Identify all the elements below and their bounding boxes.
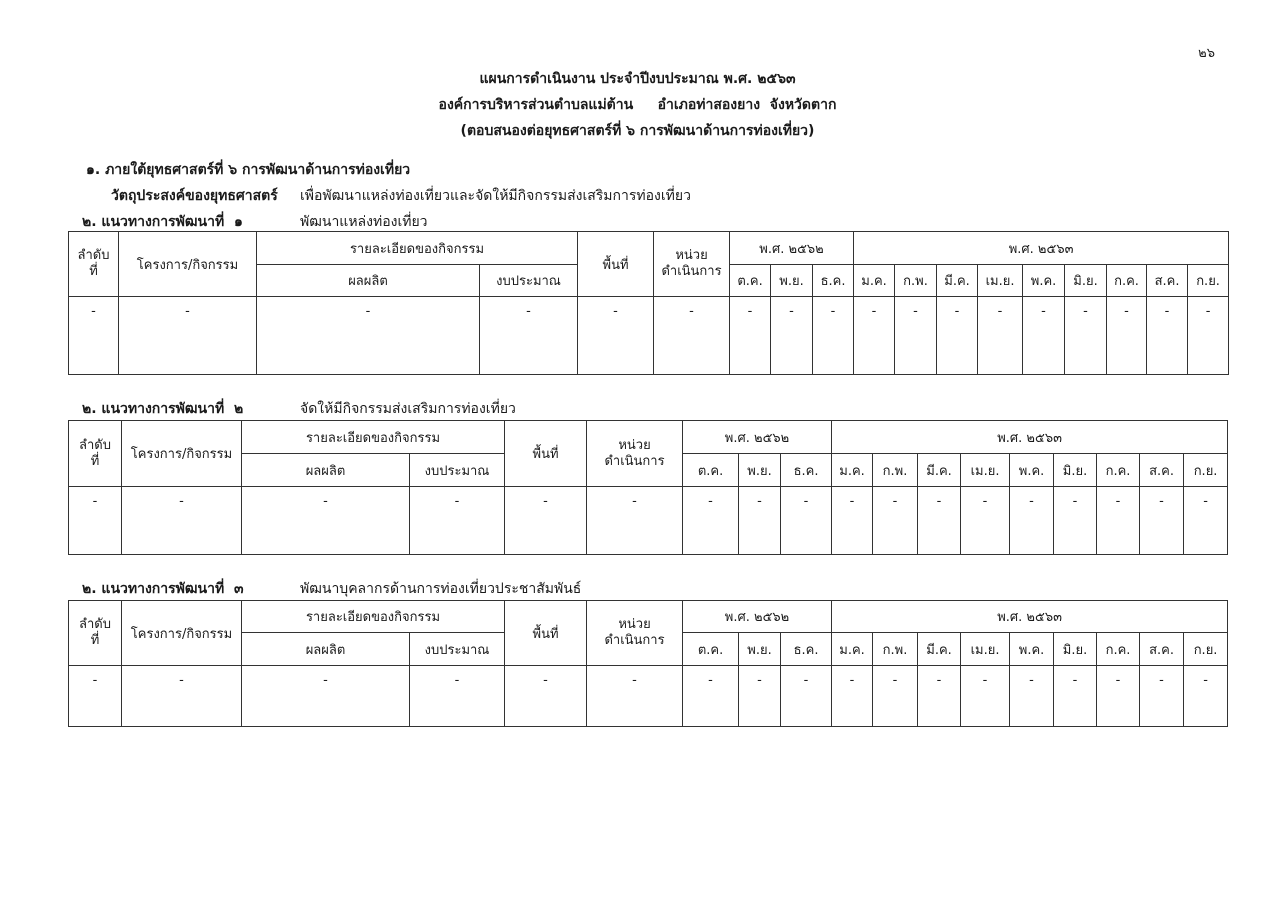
header-year-2563: พ.ศ. ๒๕๖๓ [832,601,1228,633]
table-cell: - [813,297,854,375]
table-cell: - [1010,487,1054,555]
document-title: แผนการดำเนินงาน ประจำปีงบประมาณ พ.ศ. ๒๕๖๓ [479,71,796,87]
table-cell: - [918,666,961,727]
table-cell: - [873,666,918,727]
objective-label: วัตถุประสงค์ของยุทธศาสตร์ [111,188,278,204]
table-cell: - [69,297,119,375]
strategy-response-line: (ตอบสนองต่อยุทธศาสตร์ที่ ๖ การพัฒนาด้านการท่องเที่ยว) [460,123,815,139]
table-cell: - [683,487,739,555]
table-cell: - [730,297,771,375]
month-apr: เม.ย. [961,454,1010,487]
month-jan: ม.ค. [832,454,873,487]
header-unit-line2: ดำเนินการ [661,264,722,279]
table-cell: - [1097,487,1140,555]
table-cell: - [683,666,739,727]
table-cell: - [873,487,918,555]
month-feb: ก.พ. [873,454,918,487]
table-row [69,487,1228,555]
table-cell: - [961,487,1010,555]
table-cell: - [739,487,781,555]
table-cell: - [69,666,122,727]
header-year-2563: พ.ศ. ๒๕๖๓ [832,421,1228,454]
table-row [69,297,1229,375]
table-cell: - [781,487,832,555]
table-cell: - [257,297,480,375]
header-project: โครงการ/กิจกรรม [122,601,242,666]
table-cell: - [771,297,813,375]
table-cell: - [1184,487,1228,555]
table-cell: - [122,487,242,555]
section-title: จัดให้มีกิจกรรมส่งเสริมการท่องเที่ยว [300,401,516,417]
month-apr: เม.ย. [961,633,1010,666]
table-cell: - [1010,666,1054,727]
table-cell: - [587,487,683,555]
month-jan: ม.ค. [832,633,873,666]
header-budget: งบประมาณ [410,633,505,666]
header-unit-line1: หน่วย [675,248,708,263]
table-cell: - [410,487,505,555]
month-aug: ส.ค. [1147,265,1188,297]
header-budget: งบประมาณ [480,265,578,297]
header-unit-line2: ดำเนินการ [604,633,665,648]
table-cell: - [480,297,578,375]
table-cell: - [1184,666,1228,727]
table-cell: - [505,666,587,727]
month-dec: ธ.ค. [813,265,854,297]
month-jul: ก.ค. [1097,454,1140,487]
table-cell: - [1065,297,1107,375]
month-mar: มี.ค. [918,633,961,666]
section-label: ๒. แนวทางการพัฒนาที่ ๓ [82,581,244,597]
month-mar: มี.ค. [937,265,978,297]
header-area: พื้นที่ [505,421,587,487]
table-cell: - [122,666,242,727]
header-no-line2: ที่ [90,633,100,648]
month-feb: ก.พ. [895,265,937,297]
page-number: ๒๖ [1198,46,1215,61]
header-year-2562: พ.ศ. ๒๕๖๒ [683,421,832,454]
month-sep: ก.ย. [1184,633,1228,666]
month-nov: พ.ย. [739,633,781,666]
header-area: พื้นที่ [505,601,587,666]
table-cell: - [1140,666,1184,727]
table-cell: - [961,666,1010,727]
table-cell: - [242,666,410,727]
header-details: รายละเอียดของกิจกรรม [242,421,505,454]
table-cell: - [242,487,410,555]
month-feb: ก.พ. [873,633,918,666]
header-no-line2: ที่ [89,264,98,279]
month-may: พ.ค. [1023,265,1065,297]
header-budget: งบประมาณ [410,454,505,487]
plan-table [68,420,1228,555]
header-output: ผลผลิต [257,265,480,297]
header-no-line1: ลำดับ [79,437,111,453]
table-cell: - [1140,487,1184,555]
header-year-2562: พ.ศ. ๒๕๖๒ [683,601,832,633]
table-cell: - [895,297,937,375]
month-may: พ.ค. [1010,454,1054,487]
plan-table [68,231,1229,375]
table-cell: - [69,487,122,555]
section-title: พัฒนาแหล่งท่องเที่ยว [300,214,428,230]
table-row [69,666,1228,727]
table-cell: - [1107,297,1147,375]
month-may: พ.ค. [1010,633,1054,666]
header-area: พื้นที่ [578,232,654,297]
table-cell: - [1188,297,1229,375]
header-unit-line2: ดำเนินการ [604,453,665,469]
month-sep: ก.ย. [1188,265,1229,297]
strategy-title: ๑. ภายใต้ยุทธศาสตร์ที่ ๖ การพัฒนาด้านการท่องเที่ยว [86,162,411,178]
section-title: พัฒนาบุคลากรด้านการท่องเที่ยวประชาสัมพันธ์ [300,581,582,597]
table-cell: - [739,666,781,727]
table-cell: - [918,487,961,555]
month-sep: ก.ย. [1184,454,1228,487]
header-details: รายละเอียดของกิจกรรม [242,601,505,633]
table-cell: - [978,297,1023,375]
header-unit-line1: หน่วย [618,437,651,453]
objective-text: เพื่อพัฒนาแหล่งท่องเที่ยวและจัดให้มีกิจกรรมส่งเสริมการท่องเที่ยว [300,188,691,204]
header-year-2563: พ.ศ. ๒๕๖๓ [854,232,1229,265]
month-oct: ต.ค. [683,633,739,666]
header-output: ผลผลิต [242,454,410,487]
month-oct: ต.ค. [730,265,771,297]
section-label: ๒. แนวทางการพัฒนาที่ ๒ [82,401,244,417]
header-year-2562: พ.ศ. ๒๕๖๒ [730,232,854,265]
header-no-line2: ที่ [90,453,100,469]
table-cell: - [410,666,505,727]
header-no-line1: ลำดับ [79,617,111,632]
table-cell: - [832,487,873,555]
header-unit-line1: หน่วย [618,617,651,632]
month-aug: ส.ค. [1140,633,1184,666]
table-cell: - [832,666,873,727]
header-details: รายละเอียดของกิจกรรม [257,232,578,265]
month-apr: เม.ย. [978,265,1023,297]
month-dec: ธ.ค. [781,454,832,487]
header-project: โครงการ/กิจกรรม [122,421,242,487]
month-jun: มิ.ย. [1065,265,1107,297]
month-mar: มี.ค. [918,454,961,487]
table-cell: - [1097,666,1140,727]
table-cell: - [1054,487,1097,555]
header-output: ผลผลิต [242,633,410,666]
table-cell: - [654,297,730,375]
month-jan: ม.ค. [854,265,895,297]
header-project: โครงการ/กิจกรรม [119,232,257,297]
table-cell: - [854,297,895,375]
month-jul: ก.ค. [1097,633,1140,666]
month-nov: พ.ย. [771,265,813,297]
table-cell: - [937,297,978,375]
month-jul: ก.ค. [1107,265,1147,297]
header-no-line1: ลำดับ [77,248,110,263]
month-nov: พ.ย. [739,454,781,487]
table-cell: - [578,297,654,375]
table-cell: - [587,666,683,727]
month-aug: ส.ค. [1140,454,1184,487]
table-cell: - [119,297,257,375]
organization-line: องค์การบริหารส่วนตำบลแม่ต้าน อำเภอท่าสองยาง จังหวัดตาก [438,97,837,113]
table-cell: - [1023,297,1065,375]
month-dec: ธ.ค. [781,633,832,666]
month-jun: มิ.ย. [1054,454,1097,487]
plan-table [68,600,1228,727]
table-cell: - [1147,297,1188,375]
section-label: ๒. แนวทางการพัฒนาที่ ๑ [82,214,243,230]
table-cell: - [505,487,587,555]
table-cell: - [1054,666,1097,727]
table-cell: - [781,666,832,727]
month-oct: ต.ค. [683,454,739,487]
month-jun: มิ.ย. [1054,633,1097,666]
